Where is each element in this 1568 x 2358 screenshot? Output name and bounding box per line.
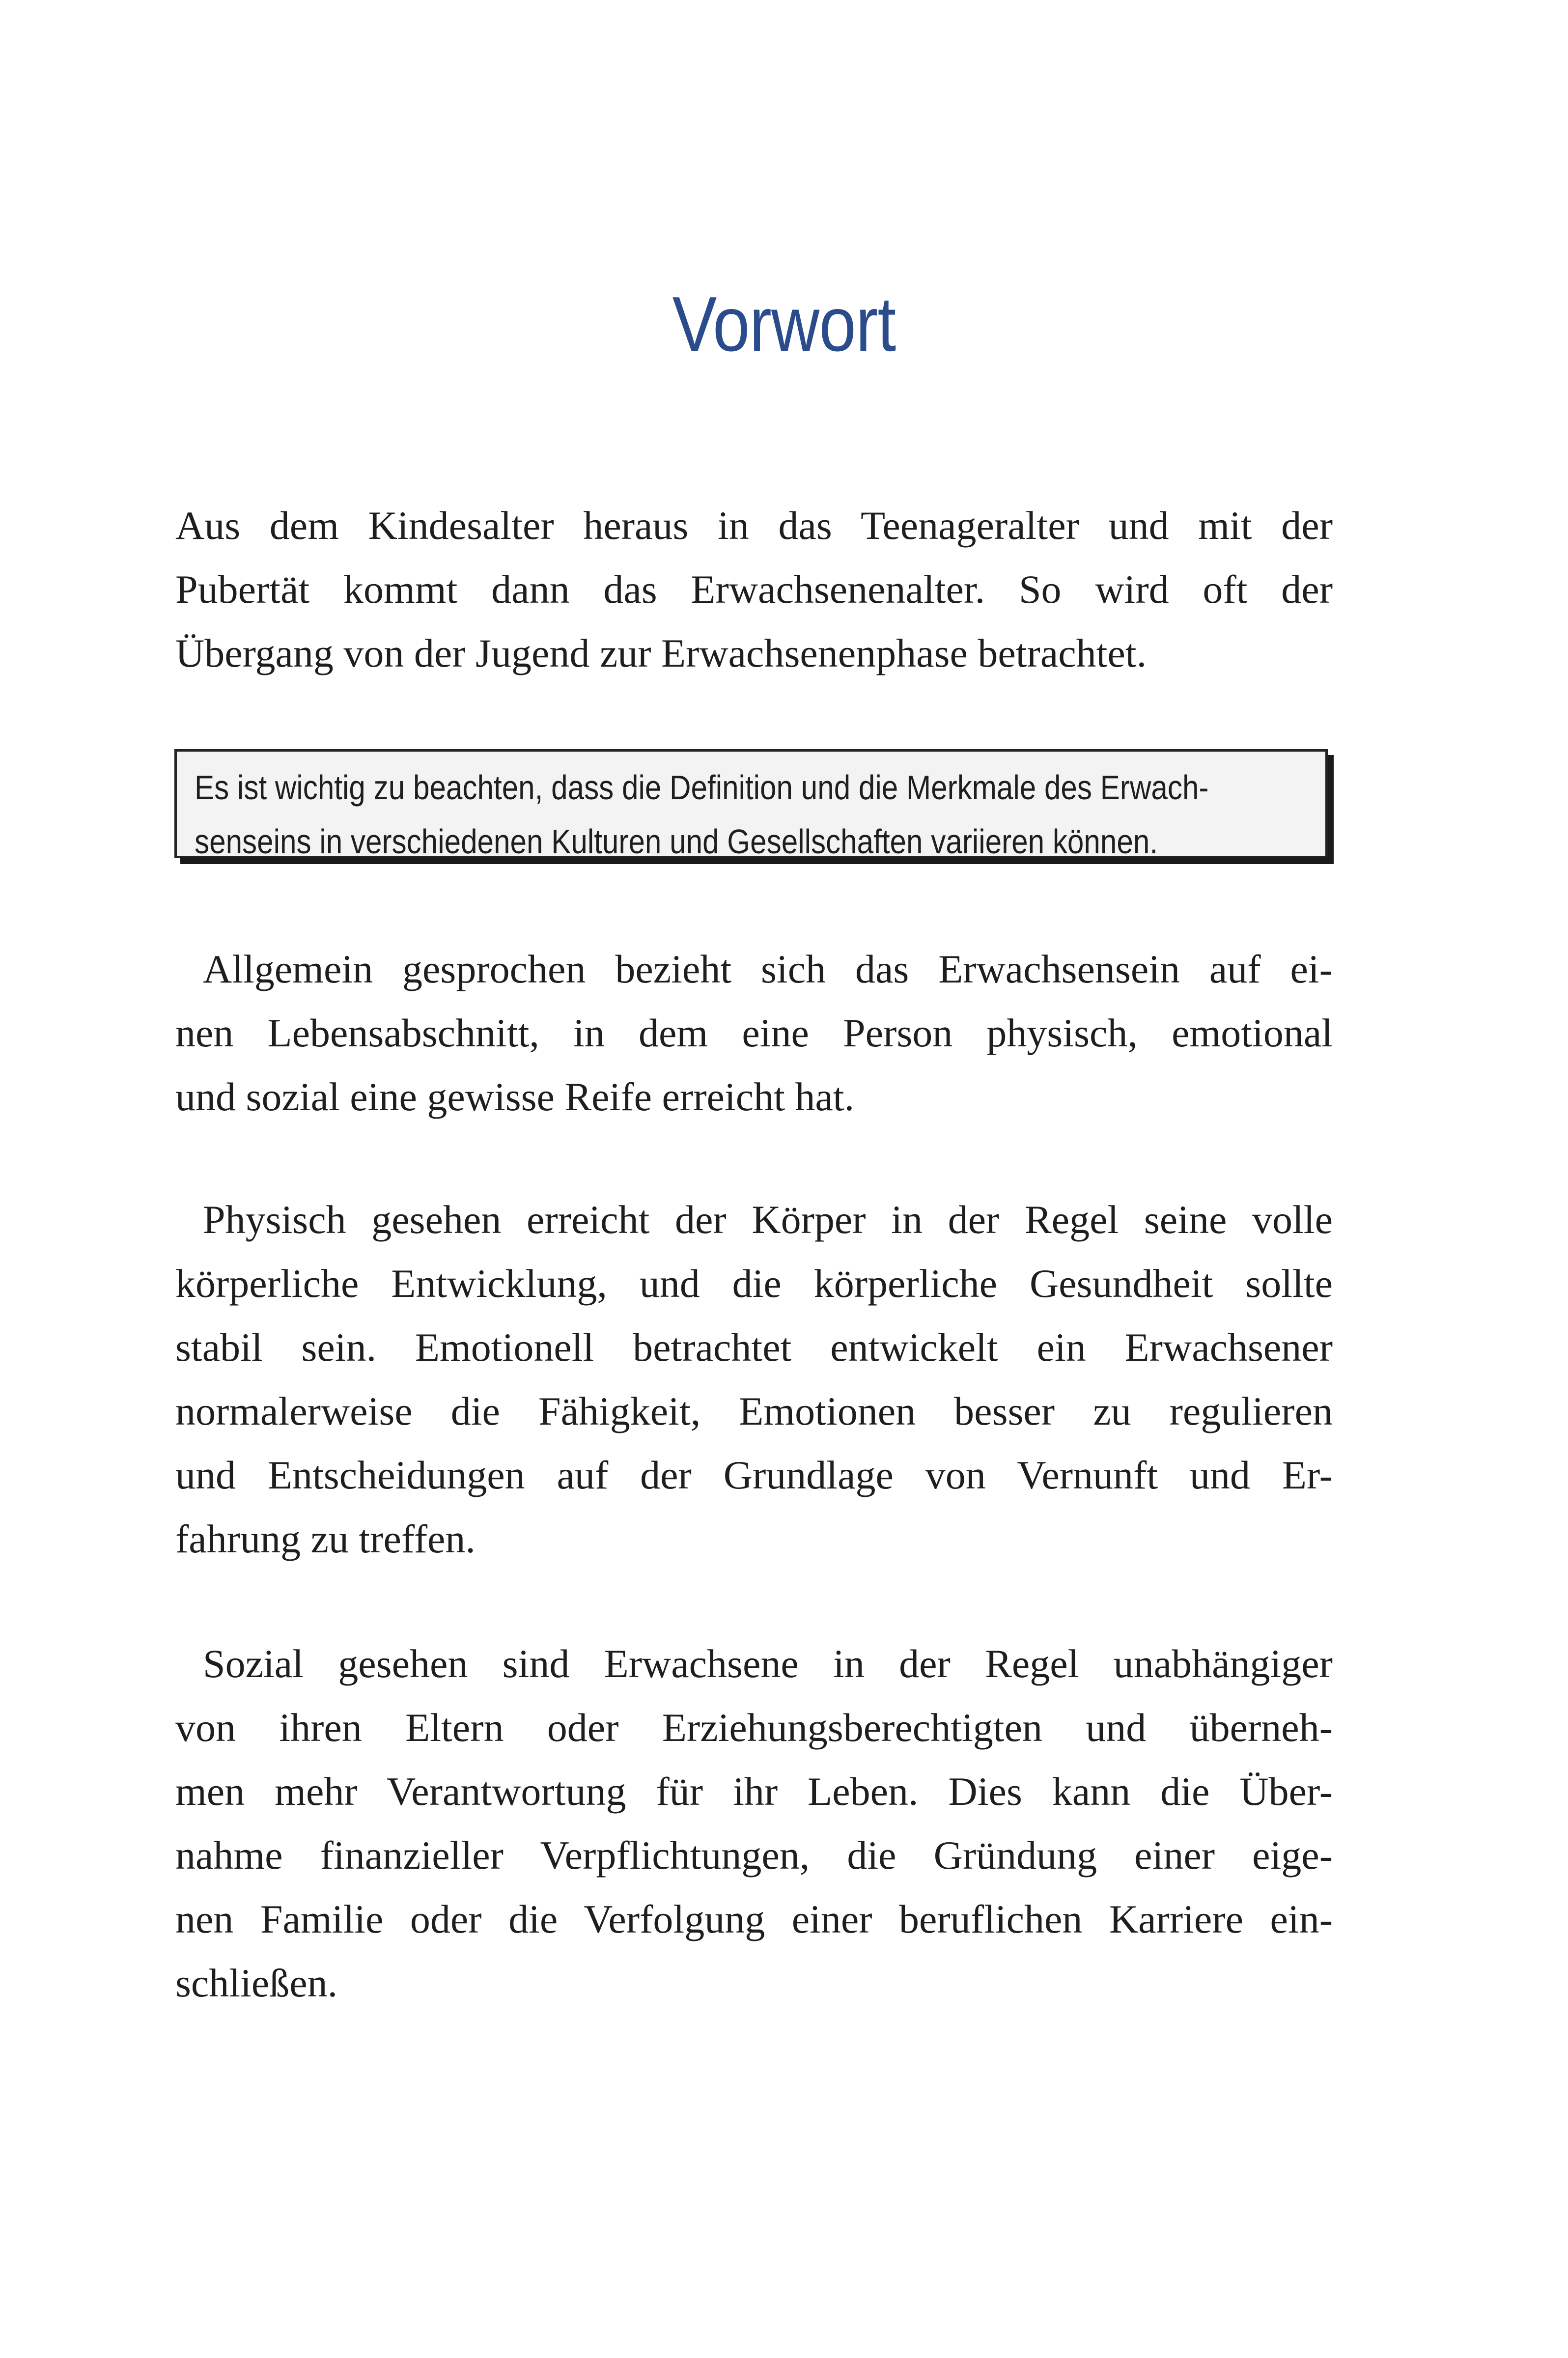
paragraph-line: Allgemein gesprochen bezieht sich das Erwachsensein auf ei-: [203, 947, 1333, 991]
paragraph-3: [175, 1188, 1333, 1571]
paragraph-line: von ihren Eltern oder Erziehungsberechtigten und überneh-: [175, 1705, 1333, 1750]
paragraph-line: Physisch gesehen erreicht der Körper in der Regel seine volle: [203, 1197, 1333, 1242]
note-line: Es ist wichtig zu beachten, dass die Definition und die Merkmale des Erwach-: [195, 768, 1209, 807]
paragraph-line: Übergang von der Jugend zur Erwachsenenphase betrachtet.: [175, 631, 1147, 675]
paragraph-line: nen Lebensabschnitt, in dem eine Person physisch, emotional: [175, 1011, 1333, 1055]
paragraph-line: Aus dem Kindesalter heraus in das Teenageralter und mit der: [175, 503, 1333, 548]
paragraph-1: [175, 494, 1333, 685]
paragraph-4: [175, 1632, 1333, 2015]
note-text: [195, 760, 1308, 869]
paragraph-line: fahrung zu treffen.: [175, 1516, 476, 1561]
paragraph-line: men mehr Verantwortung für ihr Leben. Dies kann die Über-: [175, 1769, 1333, 1814]
paragraph-line: nahme finanzieller Verpflichtungen, die Gründung einer eige-: [175, 1833, 1333, 1878]
paragraph-line: Sozial gesehen sind Erwachsene in der Regel unabhängiger: [203, 1641, 1333, 1686]
paragraph-line: und sozial eine gewisse Reife erreicht hat.: [175, 1074, 855, 1119]
paragraph-line: und Entscheidungen auf der Grundlage von Vernunft und Er-: [175, 1453, 1333, 1497]
paragraph-line: Pubertät kommt dann das Erwachsenenalter. So wird oft der: [175, 567, 1333, 612]
paragraph-line: körperliche Entwicklung, und die körperliche Gesundheit sollte: [175, 1261, 1333, 1306]
paragraph-line: stabil sein. Emotionell betrachtet entwickelt ein Erwachsener: [175, 1325, 1333, 1370]
note-line: senseins in verschiedenen Kulturen und Gesellschaften variieren können.: [195, 822, 1158, 861]
paragraph-2: [175, 937, 1333, 1129]
note-box: [174, 749, 1328, 861]
page-title: Vorwort: [672, 281, 896, 367]
paragraph-line: normalerweise die Fähigkeit, Emotionen besser zu regulieren: [175, 1389, 1333, 1433]
paragraph-line: nen Familie oder die Verfolgung einer beruflichen Karriere ein-: [175, 1897, 1333, 1941]
paragraph-line: schließen.: [175, 1961, 338, 2005]
